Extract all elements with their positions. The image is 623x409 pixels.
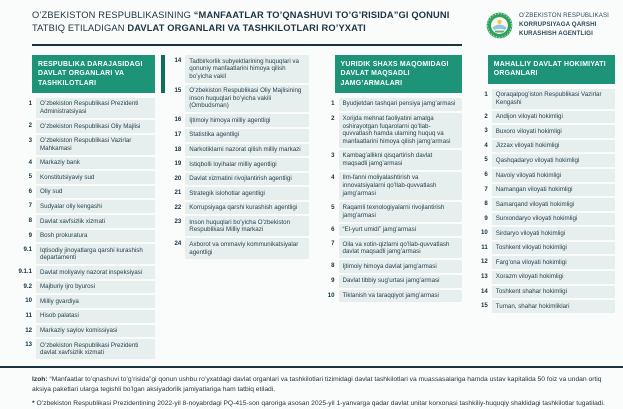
item-text: Andijon viloyati hokimligi bbox=[492, 111, 615, 124]
item-number: 4 bbox=[331, 173, 335, 181]
item-number: 2 bbox=[484, 112, 488, 120]
item-text: Oila va xotin-qizlarni qo’llab-quvvatlash davlat maqsadli jamg’armasi bbox=[339, 238, 462, 258]
list-item bbox=[8, 325, 155, 338]
item-number: 4 bbox=[484, 141, 488, 149]
list-item bbox=[8, 266, 155, 279]
list-item bbox=[468, 140, 615, 153]
column-header: MAHALLIY DAVLAT HOKIMIYATI ORGANLARI bbox=[488, 55, 615, 84]
item-text: Sirdaryo viloyati hokimligi bbox=[492, 227, 615, 240]
list-item bbox=[315, 98, 462, 111]
list-item bbox=[8, 310, 155, 323]
title-part-regular-1: O’ZBEKISTON RESPUBLIKASINING bbox=[32, 10, 192, 20]
item-text: Jizzax viloyati hokimligi bbox=[492, 140, 615, 153]
item-text: Tiklanish va taraqqiyot jamg’armasi bbox=[339, 290, 462, 303]
item-list bbox=[315, 98, 462, 302]
list-item bbox=[161, 158, 308, 171]
list-item bbox=[468, 213, 615, 226]
item-number: 10 bbox=[480, 229, 488, 237]
list-item bbox=[8, 295, 155, 308]
item-number: 9.1 bbox=[23, 246, 32, 254]
item-number: 9.2 bbox=[23, 282, 32, 290]
agency-logo bbox=[486, 9, 615, 39]
footnote-asterisk: * bbox=[32, 400, 35, 408]
list-item bbox=[8, 98, 155, 118]
list-item bbox=[468, 286, 615, 299]
item-text: Istiqbolli loyihalar milliy agentligi bbox=[185, 158, 308, 171]
item-text: Davlat xavfsizlik xizmati bbox=[36, 215, 155, 228]
item-list bbox=[468, 89, 615, 313]
list-item bbox=[315, 275, 462, 288]
column-local-government-bodies bbox=[468, 55, 615, 313]
agency-name bbox=[519, 12, 609, 38]
item-number: 9.1.1 bbox=[18, 268, 32, 276]
item-text: Markaziy bank bbox=[36, 157, 155, 170]
page-title bbox=[32, 9, 460, 35]
item-list bbox=[8, 98, 155, 359]
item-text: Surxondaryo viloyati hokimligi bbox=[492, 213, 615, 226]
item-number: 24 bbox=[174, 240, 182, 248]
list-item bbox=[468, 271, 615, 284]
item-number: 14 bbox=[480, 287, 488, 295]
item-number: 5 bbox=[484, 156, 488, 164]
item-number: 15 bbox=[174, 86, 182, 94]
item-number: 5 bbox=[28, 173, 32, 181]
list-item bbox=[161, 173, 308, 186]
item-text: Tuman, shahar hokimliklari bbox=[492, 300, 615, 313]
item-text: Davlat xizmatini rivojlantirish agentligi bbox=[185, 173, 308, 186]
list-item bbox=[468, 198, 615, 211]
list-item bbox=[468, 125, 615, 138]
item-number: 6 bbox=[28, 187, 32, 195]
item-text: Tadbirkorlik subyektlarining huquqlari va qonuniy manfaatlarini himoya qilish bo’yicha vakil bbox=[185, 55, 308, 83]
item-number: 11 bbox=[25, 311, 32, 319]
list-item bbox=[8, 230, 155, 243]
item-number: 13 bbox=[480, 272, 488, 280]
list-item bbox=[161, 202, 308, 215]
item-number: 23 bbox=[174, 218, 182, 226]
title-part-bold-2: DAVLAT ORGANLARI VA TASHKILOTLARI RO’YXATI bbox=[127, 23, 366, 34]
footer-note-text: “Manfaatlar to’qnashuvi to’g’risida”gi qonun ushbu ro’yxatdagi davlat organlari va tashkilotlari tizimidagi davlat tashkilotlari va muassasalariga hamda ustav kapitalida 50 foiz va undan ortiq aksiya paketlari ularga tegishli bo’lgan aksiyadorlik jamiyatlariga ham tatbiq etiladi. bbox=[32, 376, 602, 394]
columns bbox=[0, 46, 623, 359]
list-item bbox=[468, 169, 615, 182]
list-item bbox=[468, 227, 615, 240]
item-text: Byudjetdan tashqari pensiya jamg’armasi bbox=[339, 98, 462, 111]
list-item bbox=[315, 260, 462, 273]
item-text: Bosh prokuratura bbox=[36, 230, 155, 243]
item-number: 4 bbox=[28, 158, 32, 166]
item-number: 9 bbox=[331, 276, 335, 284]
item-text: Davlat tibbiy sug’urtasi jamg’armasi bbox=[339, 275, 462, 288]
item-text: Navoiy viloyati hokimligi bbox=[492, 169, 615, 182]
item-number: 6 bbox=[484, 171, 488, 178]
item-text: Raqamli texnologiyalarni rivojlantirish jamg’armasi bbox=[339, 202, 462, 222]
item-number: 8 bbox=[484, 200, 488, 208]
title-part-bold-1: “MANFAATLAR TO’QNASHUVI TO’G’RISIDA”GI QONUNI bbox=[193, 10, 450, 20]
item-text: Korrupsiyaga qarshi kurashish agentligi bbox=[185, 202, 308, 215]
item-number: 2 bbox=[331, 114, 335, 122]
item-text: O’zbekiston Respublikasi Vazirlar Mahkamasi bbox=[36, 135, 155, 155]
item-number: 17 bbox=[174, 130, 182, 138]
item-number: 14 bbox=[174, 57, 182, 64]
item-number: 18 bbox=[174, 145, 182, 153]
agency-name-line3: KURASHISH AGENTLIGI bbox=[519, 29, 593, 37]
item-number: 15 bbox=[480, 302, 488, 310]
item-text: Qashqadaryo viloyati hokimligi bbox=[492, 154, 615, 167]
list-item bbox=[161, 55, 308, 83]
footer-notes bbox=[0, 368, 623, 409]
item-number: 7 bbox=[331, 240, 335, 248]
column-header: RESPUBLIKA DARAJASIDAGI DAVLAT ORGANLARI VA TASHKILOTLARI bbox=[32, 55, 155, 93]
item-number: 10 bbox=[25, 297, 32, 305]
list-item bbox=[161, 187, 308, 200]
list-item bbox=[8, 171, 155, 184]
list-item bbox=[315, 150, 462, 170]
item-text: Hisob palatasi bbox=[36, 310, 155, 323]
item-number: 7 bbox=[484, 185, 488, 193]
list-item bbox=[315, 113, 462, 148]
item-text: “El-yurt umidi” jamg’armasi bbox=[339, 224, 462, 237]
item-number: 22 bbox=[174, 203, 182, 211]
list-item bbox=[315, 202, 462, 222]
list-item bbox=[8, 281, 155, 294]
list-item bbox=[8, 200, 155, 213]
list-item bbox=[161, 238, 308, 258]
item-number: 5 bbox=[331, 203, 335, 211]
title-part-regular-2: TATBIQ ETILADIGAN bbox=[32, 23, 125, 34]
item-text: Statistika agentligi bbox=[185, 129, 308, 142]
item-number: 9 bbox=[28, 231, 32, 239]
item-number: 10 bbox=[327, 291, 335, 299]
list-item bbox=[315, 238, 462, 258]
item-text: Majburiy ijro byurosi bbox=[36, 281, 155, 294]
list-item bbox=[8, 135, 155, 155]
item-text: Strategik islohotlar agentligi bbox=[185, 187, 308, 200]
item-text: Toshkent viloyati hokimligi bbox=[492, 242, 615, 255]
item-text: Markaziy saylov komissiyasi bbox=[36, 325, 155, 338]
item-number: 8 bbox=[331, 262, 335, 270]
list-item bbox=[468, 300, 615, 313]
list-item bbox=[468, 256, 615, 269]
item-text: Konstitutsiyaviy sud bbox=[36, 171, 155, 184]
item-number: 19 bbox=[174, 160, 182, 168]
column-header: YURIDIK SHAXS MAQOMIDAGI DAVLAT MAQSADLI JAMG’ARMALARI bbox=[335, 55, 462, 93]
item-number: 2 bbox=[28, 122, 32, 130]
footer-note-label: Izoh: bbox=[32, 376, 48, 384]
item-text: O’zbekiston Respublikasi Oliy Majlisi bbox=[36, 120, 155, 133]
item-text: O’zbekiston Respublikasi Prezidenti davlat xavfsizlik xizmati bbox=[36, 339, 155, 359]
item-text: Buxoro viloyati hokimligi bbox=[492, 125, 615, 138]
item-text: Iqtisodiy jinoyatlarga qarshi kurashish departamenti bbox=[36, 244, 155, 264]
footer-note bbox=[32, 375, 607, 395]
list-item bbox=[315, 172, 462, 200]
agency-name-line1: O’ZBEKISTON RESPUBLIKASI bbox=[519, 12, 609, 20]
list-item bbox=[161, 216, 308, 236]
footnote-text: O’zbekiston Respublikasi Prezidentining 2022-yil 8-noyabrdagi PQ-415-son qaroriga asosan 2025-yil 1-yanvarga qadar davlat unitar korxonasi tashkiliy-huquqiy shaklidagi tashkilotlar tugatiladi. bbox=[36, 400, 605, 408]
item-text: O’zbekiston Respublikasi Oliy Majlisining inson huquqlari bo’yicha vakili (Ombudsman) bbox=[185, 85, 308, 113]
item-text: Milliy gvardiya bbox=[36, 295, 155, 308]
item-number: 12 bbox=[480, 258, 488, 266]
list-item bbox=[468, 111, 615, 124]
list-item bbox=[468, 154, 615, 167]
item-number: 8 bbox=[28, 217, 32, 224]
item-text: Narkotiklarni nazorat qilish milliy markazi bbox=[185, 144, 308, 157]
column-republic-level-organs bbox=[8, 55, 155, 359]
column-republic-level-organs-continued bbox=[161, 55, 308, 259]
item-number: 12 bbox=[25, 326, 32, 334]
item-text: Namangan viloyati hokimligi bbox=[492, 184, 615, 197]
item-text: Xorijda mehnat faoliyatini amalga oshirayotgan fuqarolarni qo’llab-quvvatlash hamda ularning huquq va manfaatlarini himoya qilish jamg’armasi bbox=[339, 113, 462, 148]
item-number: 11 bbox=[481, 243, 488, 251]
item-text: Oliy sud bbox=[36, 186, 155, 199]
item-text: Sudyalar oliy kengashi bbox=[36, 200, 155, 213]
item-number: 20 bbox=[174, 174, 182, 182]
item-text: Kambag’allikni qisqartirish davlat maqsadli jamg’armasi bbox=[339, 150, 462, 170]
item-number: 1 bbox=[331, 99, 335, 107]
item-text: O’zbekiston Respublikasi Prezidenti Administratsiyasi bbox=[36, 98, 155, 118]
list-item bbox=[468, 89, 615, 109]
item-text: Axborot va ommaviy kommunikatsiyalar agentligi bbox=[185, 238, 308, 258]
item-text: Inson huquqlari bo’yicha O’zbekiston Respublikasi Milliy markazi bbox=[185, 216, 308, 236]
item-number: 3 bbox=[484, 127, 488, 135]
item-number: 1 bbox=[28, 99, 32, 107]
agency-emblem-icon bbox=[486, 12, 513, 39]
item-number: 7 bbox=[28, 202, 32, 210]
item-text: Xorazm viloyati hokimligi bbox=[492, 271, 615, 284]
list-item bbox=[8, 186, 155, 199]
item-list bbox=[161, 55, 308, 259]
item-number: 13 bbox=[25, 341, 32, 349]
list-item bbox=[161, 144, 308, 157]
list-item bbox=[8, 120, 155, 133]
list-item bbox=[8, 339, 155, 359]
item-number: 1 bbox=[484, 90, 488, 98]
list-item bbox=[468, 242, 615, 255]
item-text: Ilm-fanni moliyalashtirish va innovatsiyalarni qo’llab-quvvatlash jamg’armasi bbox=[339, 172, 462, 200]
list-item bbox=[8, 157, 155, 170]
item-number: 9 bbox=[484, 214, 488, 222]
page-header bbox=[0, 0, 623, 39]
column-state-target-funds bbox=[315, 55, 462, 302]
item-text: Davlat moliyaviy nazorat inspeksiyasi bbox=[36, 266, 155, 279]
item-number: 6 bbox=[331, 225, 335, 233]
list-item bbox=[161, 85, 308, 113]
item-text: Ijtimoiy himoya milliy agentligi bbox=[185, 114, 308, 127]
list-item bbox=[161, 114, 308, 127]
item-text: Ijtimoiy himoya davlat jamg’armasi bbox=[339, 260, 462, 273]
list-item bbox=[161, 129, 308, 142]
item-text: Samarqand viloyati hokimligi bbox=[492, 198, 615, 211]
list-item bbox=[468, 184, 615, 197]
item-number: 3 bbox=[28, 136, 32, 144]
list-item bbox=[8, 244, 155, 264]
footer-footnote bbox=[32, 399, 607, 409]
list-item bbox=[315, 290, 462, 303]
item-number: 21 bbox=[174, 189, 182, 197]
list-continuation-bar bbox=[161, 55, 165, 93]
list-item bbox=[8, 215, 155, 228]
agency-name-line2: KORRUPSIYAGA QARSHI bbox=[519, 21, 597, 29]
item-text: Qoraqalpog’iston Respublikasi Vazirlar Kengashi bbox=[492, 89, 615, 109]
list-item bbox=[315, 224, 462, 237]
item-text: Toshkent shahar hokimligi bbox=[492, 286, 615, 299]
item-number: 3 bbox=[331, 151, 335, 159]
item-number: 16 bbox=[174, 116, 182, 124]
item-text: Farg’ona viloyati hokimligi bbox=[492, 256, 615, 269]
